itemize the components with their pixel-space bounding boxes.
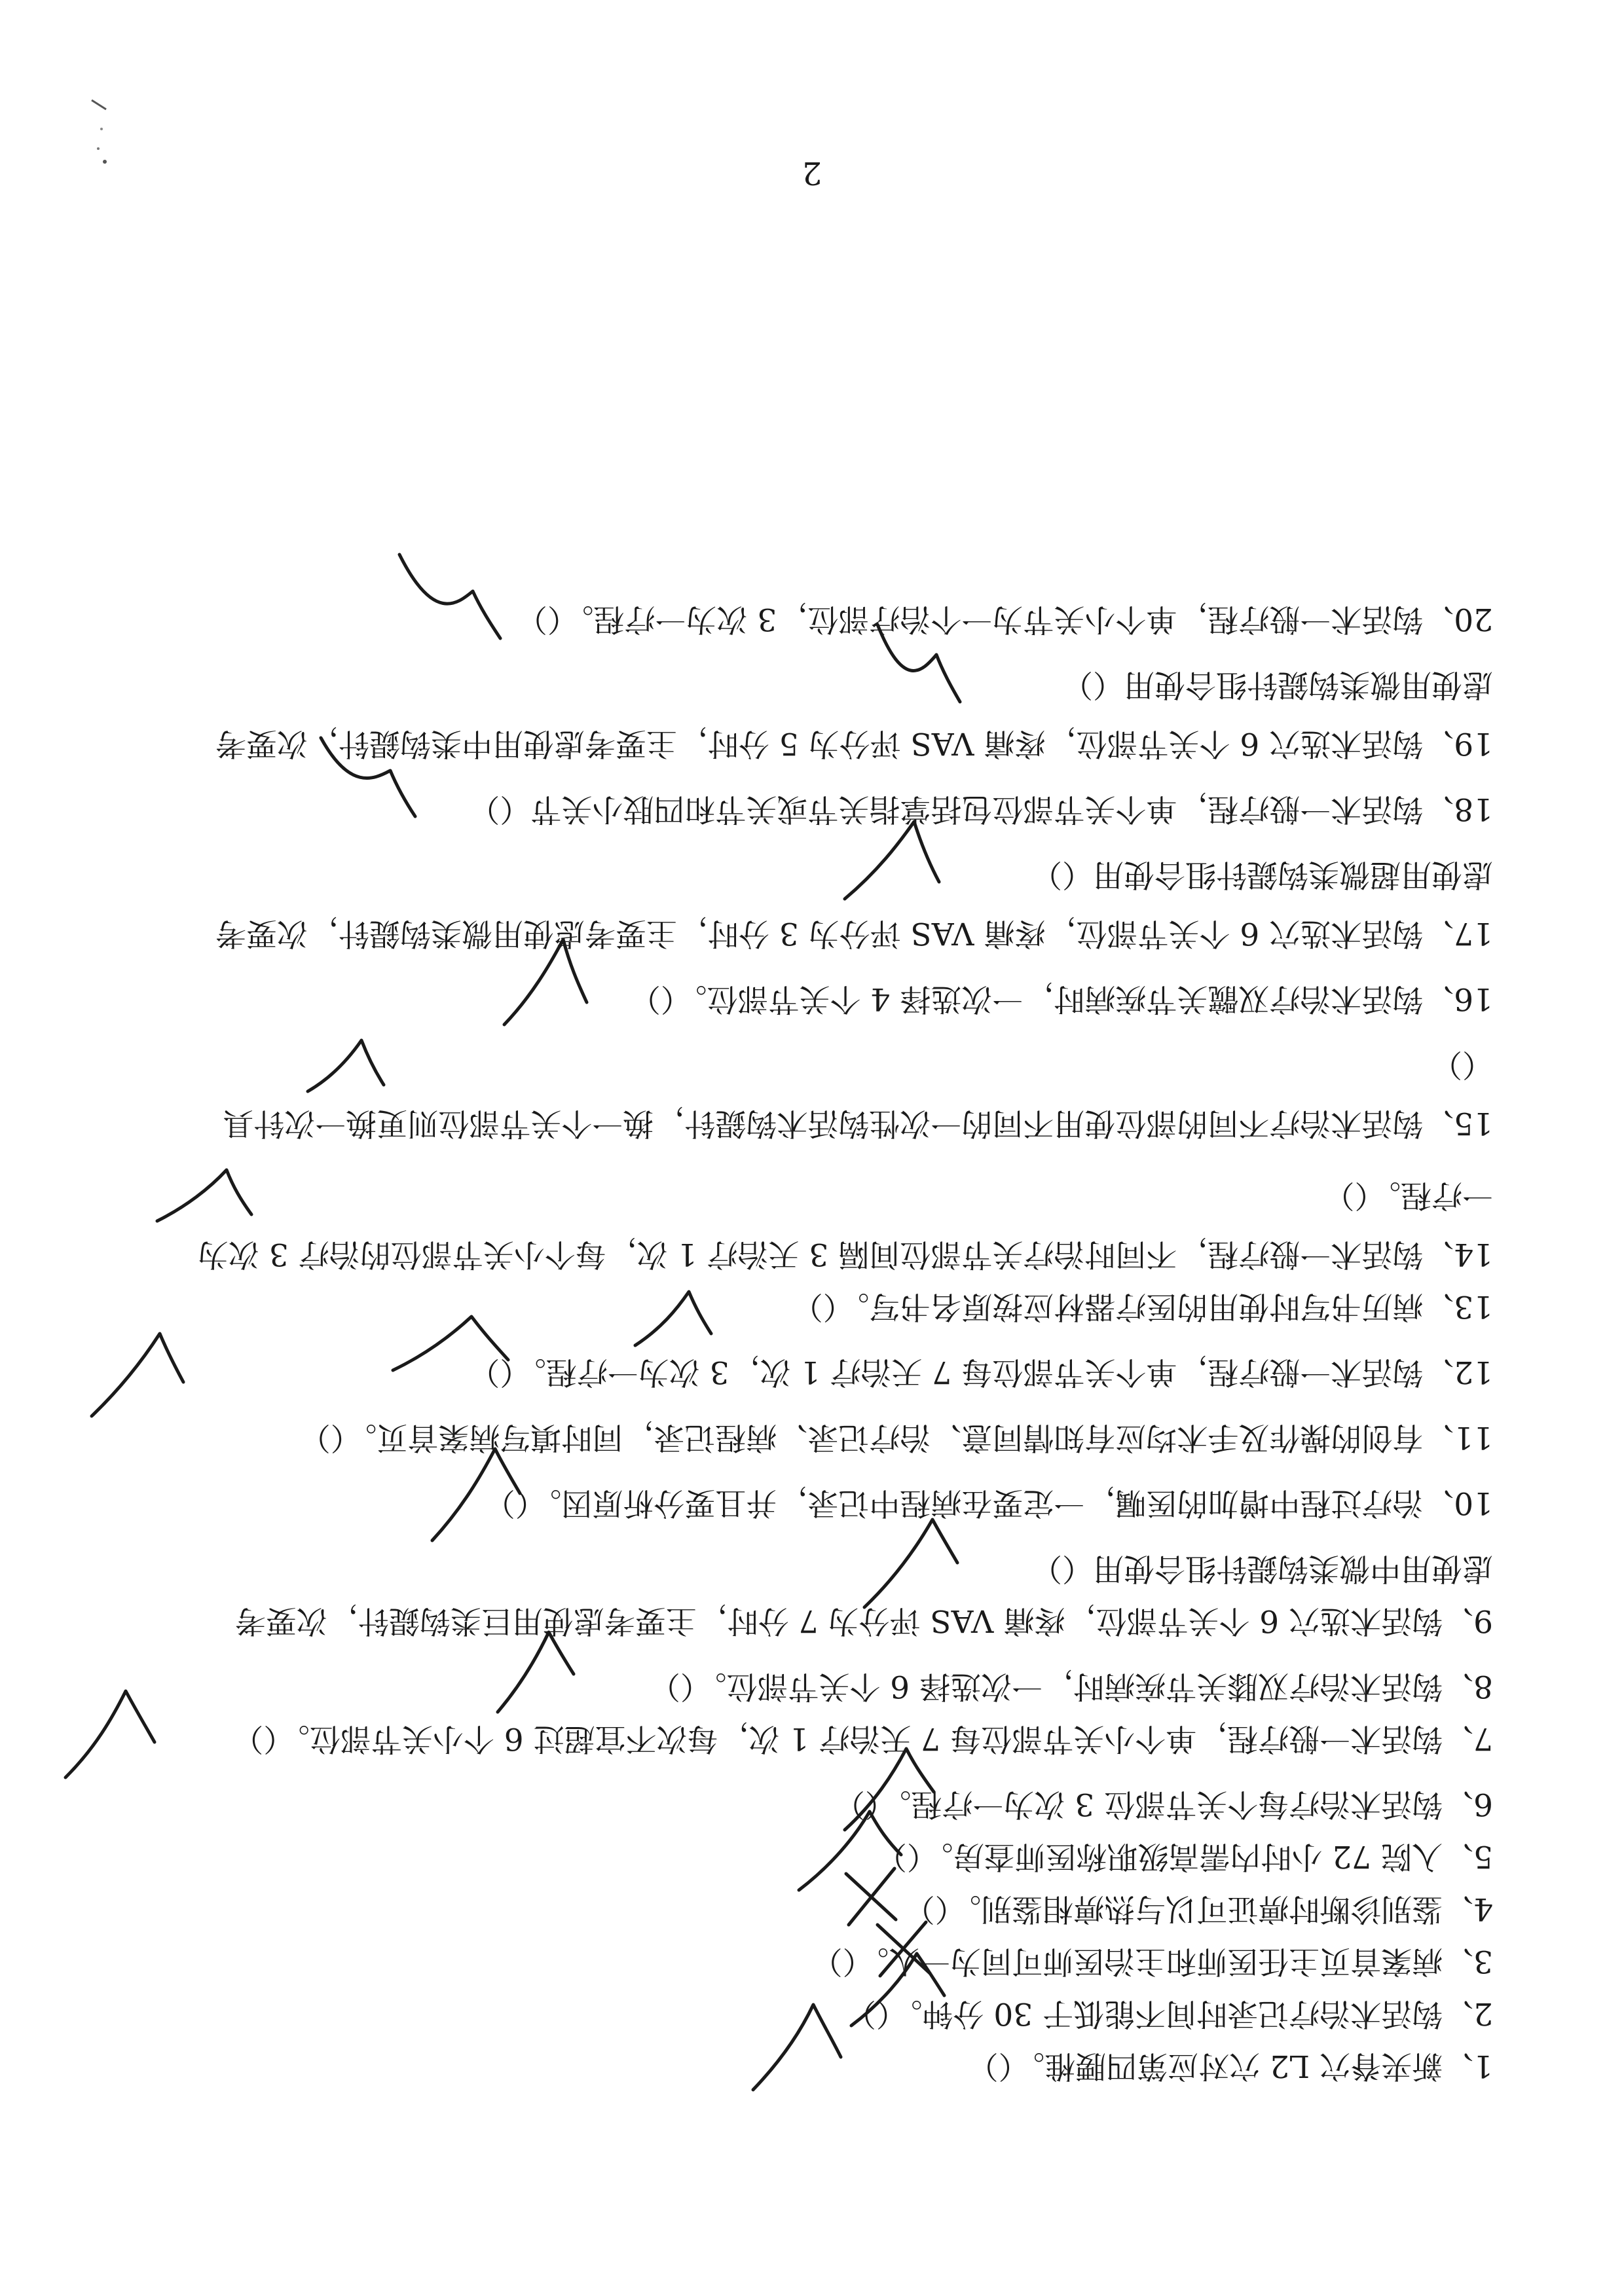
question-text: 虑使用超微类钩鍉针组合使用（ — [1062, 856, 1493, 892]
answer-close-paren: ） — [1031, 1550, 1062, 1586]
question-line-16 — [144, 969, 1493, 1028]
answer-close-paren: ） — [649, 1668, 680, 1704]
question-text: 13、病历书写时使用的医疗器材应按原名书写。（ — [822, 1288, 1493, 1324]
question-line-20 — [144, 589, 1493, 648]
question-text: 一疗程。（ — [1354, 1177, 1493, 1213]
question-text: 10、治疗过程中增加的医嘱，一定要在病程中记录，并且要分析原因。（ — [515, 1485, 1493, 1521]
answer-close-paren: ） — [469, 791, 500, 827]
answer-close-paren: ） — [1431, 1046, 1462, 1082]
question-text: 14、钩活术一般疗程，不同时治疗关节部位间隔 3 天治疗 1 次，每个小关节部位的治疗 3 次为 — [197, 1236, 1493, 1272]
question-text: 19、钩活术选穴 6 个关节部位，疼痛 VAS 评分为 5 分时，主要考虑使用中类钩鍉针，次要考 — [215, 725, 1493, 761]
question-text: 7、钩活术一般疗程，单个小关节部位每 7 天治疗 1 次，每次不宜超过 6 个小关节部位。（ — [263, 1721, 1493, 1757]
handwritten-check-mark-16 — [498, 928, 596, 1032]
handwritten-check-mark-15 — [301, 1026, 393, 1098]
question-text: 15、钩活术治疗不同的部位使用不同的一次性钩活术钩鍉针，换一个关节部位则更换一次针具 — [223, 1105, 1493, 1141]
question-text: 11、有创的操作及手术均应有知情同意、治疗记录、病程记录，同时填写病案首页。（ — [330, 1419, 1493, 1455]
answer-close-paren: ） — [792, 1288, 823, 1324]
question-text: 17、钩活术选穴 6 个关节部位，疼痛 VAS 评分为 3 分时，主要考虑使用微类钩鍉针，次要考 — [215, 915, 1493, 951]
question-text: 18、钩活术一般疗程，单个关节部位包括掌指关节或关节和四肢小关节（ — [500, 791, 1493, 827]
question-line-3 — [144, 1931, 1493, 1990]
question-line-7 — [144, 1709, 1493, 1768]
question-line-14b — [144, 1165, 1493, 1224]
question-text: 9、钩活术选穴 6 个关节部位，疼痛 VAS 评分为 7 分时，主要考虑使用巨类钩鍉针，次要考 — [234, 1603, 1493, 1639]
answer-close-paren: ） — [1031, 856, 1062, 892]
question-text: 3、病案首页主任医师和主治医师可同为一人。（ — [842, 1943, 1493, 1979]
question-text: 虑使用微类钩鍉针组合使用（ — [1093, 666, 1493, 702]
answer-close-paren: ） — [232, 1721, 264, 1757]
question-line-12 — [144, 1342, 1493, 1401]
handwritten-check-mark-10 — [426, 1438, 530, 1550]
answer-close-paren: ） — [834, 1786, 865, 1822]
question-text: 2、钩活术治疗记录时间不能低于 30 分钟。（ — [876, 1995, 1493, 2032]
answer-close-paren: ） — [876, 1838, 907, 1874]
question-text: 6、钩活术治疗每个关节部位 3 次为一疗程。（ — [864, 1786, 1493, 1822]
question-line-9b — [144, 1539, 1493, 1597]
answer-close-paren: ） — [1323, 1177, 1355, 1213]
handwritten-check-mark-6 — [838, 1740, 943, 1838]
answer-close-paren: ） — [299, 1419, 331, 1455]
question-line-13 — [144, 1277, 1493, 1336]
question-line-8 — [144, 1656, 1493, 1715]
question-text: 5、入院 72 小时内需高级职称医师查房。（ — [906, 1838, 1493, 1874]
question-line-17a — [144, 903, 1493, 962]
handwritten-check-mark-13 — [629, 1275, 720, 1353]
handwritten-check-mark-18 — [314, 725, 426, 836]
answer-close-paren: ） — [845, 1995, 876, 2032]
question-line-10 — [144, 1473, 1493, 1532]
page-number: 2 — [802, 155, 822, 191]
scan-artifact-specks — [79, 90, 118, 168]
handwritten-check-mark-12 — [386, 1301, 517, 1379]
question-line-14a — [144, 1224, 1493, 1283]
question-line-15a — [144, 1093, 1493, 1152]
handwritten-check-mark-20 — [393, 548, 511, 653]
question-text: 20、钩活术一般疗程，单个小关节为一个治疗部位，3 次为一疗程。（ — [547, 601, 1493, 637]
handwritten-check-mark-11 — [85, 1321, 196, 1425]
handwritten-check-mark-14 — [151, 1157, 262, 1229]
handwritten-check-mark-9 — [858, 1510, 969, 1615]
question-text: 1、新夹脊穴 L2 穴对应第四腰椎。（ — [998, 2048, 1493, 2084]
handwritten-check-mark-7 — [59, 1681, 164, 1785]
question-text: 16、钩活术治疗双髋关节疾病时，一次选择 4 个关节部位。（ — [660, 981, 1493, 1017]
answer-close-paren: ） — [904, 1891, 935, 1927]
question-line-9a — [144, 1591, 1493, 1650]
answer-close-paren: ） — [967, 2048, 999, 2084]
handwritten-check-mark-17 — [838, 784, 950, 908]
question-text: 12、钩活术一般疗程，单个关节部位每 7 天治疗 1 次，3 次为一疗程。（ — [500, 1354, 1493, 1390]
question-text: 虑使用中微类钩鍉针组合使用（ — [1062, 1550, 1493, 1586]
answer-close-paren: ） — [484, 1485, 515, 1521]
question-text: 4、鉴别诊断时痹证可以与热痹相鉴别。（ — [934, 1891, 1493, 1927]
question-text: 8、钩活术治疗双膝关节疾病时，一次选择 6 个关节部位。（ — [680, 1668, 1493, 1704]
handwritten-check-mark-19 — [871, 617, 969, 715]
answer-close-paren: ） — [516, 601, 547, 637]
question-text: （ — [1462, 1046, 1493, 1082]
handwritten-check-mark-1 — [747, 1992, 851, 2096]
question-line-19b — [144, 655, 1493, 714]
answer-close-paren: ） — [629, 981, 661, 1017]
handwritten-check-mark-8 — [491, 1622, 583, 1720]
question-line-17b — [144, 845, 1493, 903]
question-line-11 — [144, 1408, 1493, 1467]
answer-close-paren: ） — [1062, 666, 1093, 702]
answer-close-paren: ） — [469, 1354, 500, 1390]
answer-close-paren: ） — [811, 1943, 843, 1979]
